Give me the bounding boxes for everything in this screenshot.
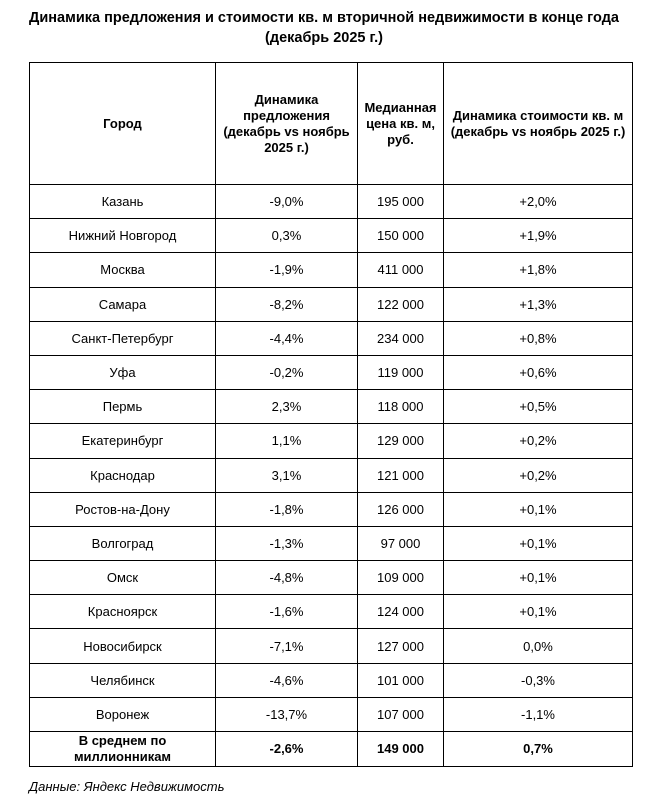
cell-supply-change: -13,7%: [216, 697, 358, 731]
cell-median-price: 122 000: [358, 287, 444, 321]
cell-median-price: 195 000: [358, 185, 444, 219]
header-median-price: Медианная цена кв. м, руб.: [358, 63, 444, 185]
cell-city: Воронеж: [30, 697, 216, 731]
cell-median-price: 109 000: [358, 561, 444, 595]
cell-price-change: +0,5%: [444, 390, 633, 424]
table-row: [30, 355, 633, 389]
table-row: [30, 629, 633, 663]
header-city: Город: [30, 63, 216, 185]
cell-city: Красноярск: [30, 595, 216, 629]
cell-supply-change: -8,2%: [216, 287, 358, 321]
cell-median-price: 126 000: [358, 492, 444, 526]
header-supply-change: Динамика предложения (декабрь vs ноябрь 2025 г.): [216, 63, 358, 185]
table-row: [30, 595, 633, 629]
cell-city: Самара: [30, 287, 216, 321]
cell-price-change: 0,0%: [444, 629, 633, 663]
cell-price-change: +1,8%: [444, 253, 633, 287]
summary-cell-supply-change: -2,6%: [216, 732, 358, 767]
cell-median-price: 129 000: [358, 424, 444, 458]
cell-price-change: +0,2%: [444, 424, 633, 458]
cell-median-price: 411 000: [358, 253, 444, 287]
cell-supply-change: -1,9%: [216, 253, 358, 287]
cell-price-change: -0,3%: [444, 663, 633, 697]
cell-price-change: +0,8%: [444, 321, 633, 355]
table-row: [30, 492, 633, 526]
cell-median-price: 150 000: [358, 219, 444, 253]
cell-median-price: 127 000: [358, 629, 444, 663]
cell-supply-change: -7,1%: [216, 629, 358, 663]
table-row: [30, 253, 633, 287]
cell-median-price: 119 000: [358, 355, 444, 389]
cell-supply-change: -0,2%: [216, 355, 358, 389]
cell-price-change: +2,0%: [444, 185, 633, 219]
table-row: [30, 219, 633, 253]
table-row: [30, 185, 633, 219]
cell-supply-change: 2,3%: [216, 390, 358, 424]
source-note: Данные: Яндекс Недвижимость: [29, 779, 225, 794]
cell-median-price: 107 000: [358, 697, 444, 731]
data-table: [29, 62, 633, 767]
cell-median-price: 101 000: [358, 663, 444, 697]
cell-price-change: +1,3%: [444, 287, 633, 321]
table-row: [30, 458, 633, 492]
table-body: [30, 185, 633, 767]
cell-supply-change: 3,1%: [216, 458, 358, 492]
cell-price-change: -1,1%: [444, 697, 633, 731]
table-row: [30, 321, 633, 355]
cell-price-change: +0,2%: [444, 458, 633, 492]
cell-supply-change: 1,1%: [216, 424, 358, 458]
summary-cell-median-price: 149 000: [358, 732, 444, 767]
cell-median-price: 234 000: [358, 321, 444, 355]
cell-city: Челябинск: [30, 663, 216, 697]
cell-supply-change: -1,8%: [216, 492, 358, 526]
table-row: [30, 424, 633, 458]
summary-cell-price-change: 0,7%: [444, 732, 633, 767]
cell-price-change: +0,1%: [444, 595, 633, 629]
cell-supply-change: 0,3%: [216, 219, 358, 253]
cell-supply-change: -4,4%: [216, 321, 358, 355]
cell-supply-change: -1,3%: [216, 526, 358, 560]
table-row: [30, 526, 633, 560]
header-row: [30, 63, 633, 185]
cell-price-change: +1,9%: [444, 219, 633, 253]
cell-city: Казань: [30, 185, 216, 219]
header-price-change: Динамика стоимости кв. м (декабрь vs ноябрь 2025 г.): [444, 63, 633, 185]
table-row: [30, 561, 633, 595]
cell-city: Новосибирск: [30, 629, 216, 663]
table-row: [30, 663, 633, 697]
summary-cell-city: В среднем по миллионникам: [30, 732, 216, 767]
cell-median-price: 124 000: [358, 595, 444, 629]
cell-median-price: 121 000: [358, 458, 444, 492]
cell-supply-change: -1,6%: [216, 595, 358, 629]
cell-city: Краснодар: [30, 458, 216, 492]
table-row: [30, 390, 633, 424]
cell-price-change: +0,1%: [444, 526, 633, 560]
cell-city: Волгоград: [30, 526, 216, 560]
cell-city: Екатеринбург: [30, 424, 216, 458]
cell-price-change: +0,1%: [444, 561, 633, 595]
summary-row: [30, 732, 633, 767]
cell-price-change: +0,1%: [444, 492, 633, 526]
cell-supply-change: -4,6%: [216, 663, 358, 697]
cell-city: Нижний Новгород: [30, 219, 216, 253]
cell-city: Пермь: [30, 390, 216, 424]
cell-supply-change: -9,0%: [216, 185, 358, 219]
cell-city: Уфа: [30, 355, 216, 389]
table-row: [30, 287, 633, 321]
cell-price-change: +0,6%: [444, 355, 633, 389]
title-line-2: (декабрь 2025 г.): [265, 30, 383, 46]
cell-city: Ростов-на-Дону: [30, 492, 216, 526]
cell-city: Москва: [30, 253, 216, 287]
cell-median-price: 118 000: [358, 390, 444, 424]
table-row: [30, 697, 633, 731]
title-line-1: Динамика предложения и стоимости кв. м вторичной недвижимости в конце года: [29, 10, 619, 26]
cell-city: Санкт-Петербург: [30, 321, 216, 355]
cell-median-price: 97 000: [358, 526, 444, 560]
cell-city: Омск: [30, 561, 216, 595]
cell-supply-change: -4,8%: [216, 561, 358, 595]
page-title: [0, 8, 648, 48]
